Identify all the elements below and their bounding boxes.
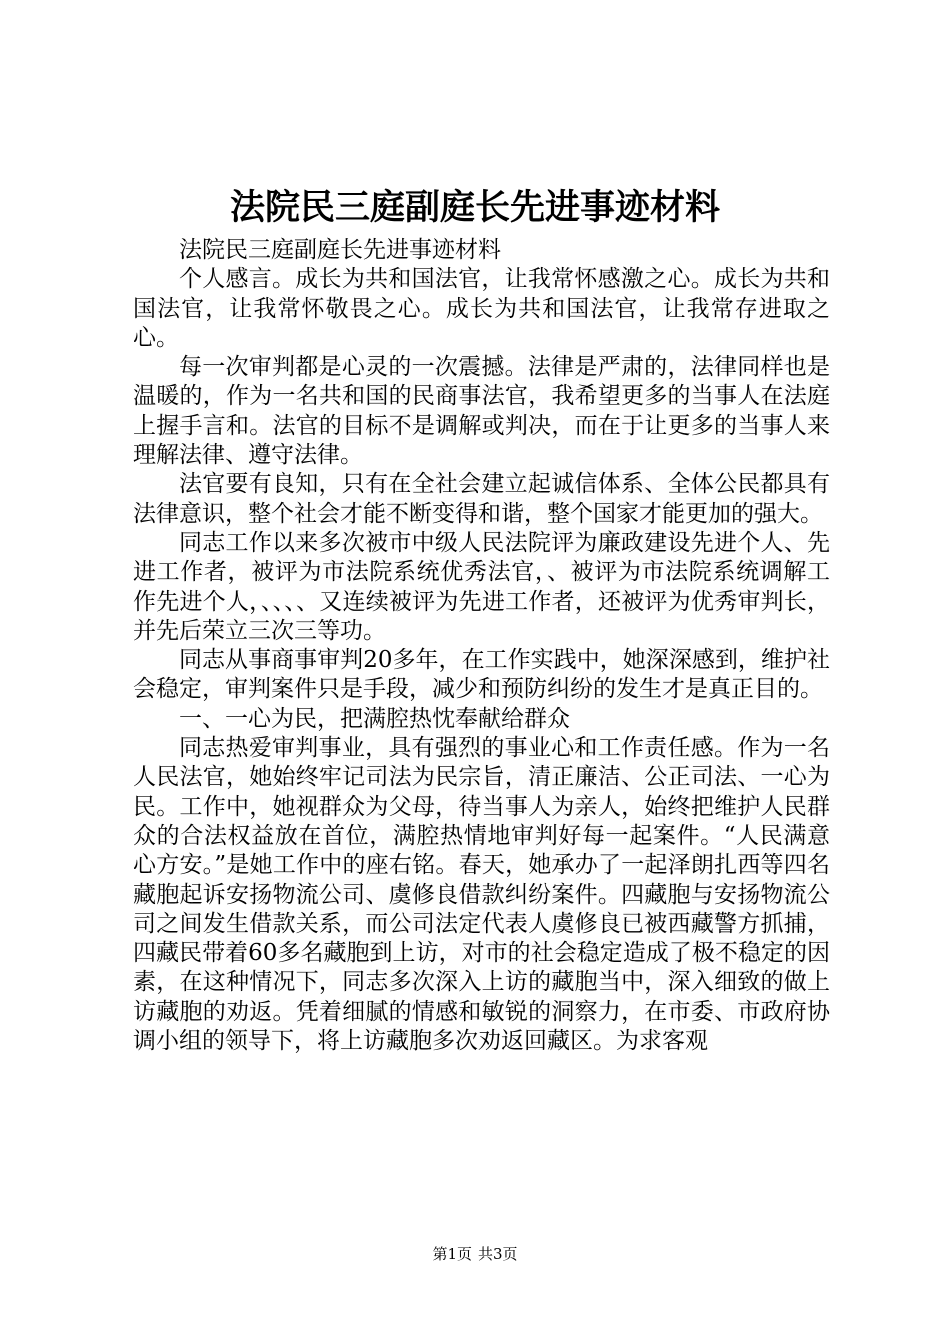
paragraph-case-story: 同志热爱审判事业，具有强烈的事业心和工作责任感。作为一名人民法官，她始终牢记司法为民宗旨，清正廉洁、公正司法、一心为民。工作中，她视群众为父母，待当事人为亲人，始终把维护人民群众的合法权益放在首位，满腔热情地审判好每一起案件。“人民满意心方安。”是她工作中的座右铭。春天，她承办了一起泽朗扎西等四名藏胞起诉安扬物流公司、虞修良借款纠纷案件。四藏胞与安扬物流公司之间发生借款关系，而公司法定代表人虞修良已被西藏警方抓捕，四藏民带着60多名藏胞到上访，对市的社会稳定造成了极不稳定的因素，在这种情况下，同志多次深入上访的藏胞当中，深入细致的做上访藏胞的劝返。凭着细腻的情感和敏锐的洞察力，在市委、市政府协调小组的领导下，将上访藏胞多次劝返回藏区。为求客观 xyxy=(133,735,830,1055)
paragraph-personal-statement: 个人感言。成长为共和国法官，让我常怀感激之心。成长为共和国法官，让我常怀敬畏之心。成长为共和国法官，让我常存进取之心。 xyxy=(133,266,830,351)
paragraph-honors: 同志工作以来多次被市中级人民法院评为廉政建设先进个人、先进工作者，被评为市法院系统优秀法官，、被评为市法院系统调解工作先进个人，、、、、又连续被评为先进工作者，还被评为优秀审判长，并先后荣立三次三等功。 xyxy=(133,529,830,644)
paragraph-conscience: 法官要有良知，只有在全社会建立起诚信体系、全体公民都具有法律意识，整个社会才能不断变得和谐，整个国家才能更加的强大。 xyxy=(133,471,830,527)
paragraph-career: 同志从事商事审判20多年，在工作实践中，她深深感到，维护社会稳定，审判案件只是手段，减少和预防纠纷的发生才是真正目的。 xyxy=(133,647,830,703)
page-footer xyxy=(0,1244,950,1264)
page-number: 第1页 xyxy=(432,1245,472,1263)
paragraph-subtitle: 法院民三庭副庭长先进事迹材料 xyxy=(179,237,501,263)
section-heading: 一、一心为民，把满腔热忱奉献给群众 xyxy=(179,705,570,732)
document-body xyxy=(133,236,830,1056)
paragraph-trial-reflection: 每一次审判都是心灵的一次震撼。法律是严肃的，法律同样也是温暖的，作为一名共和国的民商事法官，我希望更多的当事人在法庭上握手言和。法官的目标不是调解或判决，而在于让更多的当事人来理解法律、遵守法律。 xyxy=(133,354,830,469)
page-total: 共3页 xyxy=(478,1245,518,1263)
document-title: 法院民三庭副庭长先进事迹材料 xyxy=(229,187,720,228)
